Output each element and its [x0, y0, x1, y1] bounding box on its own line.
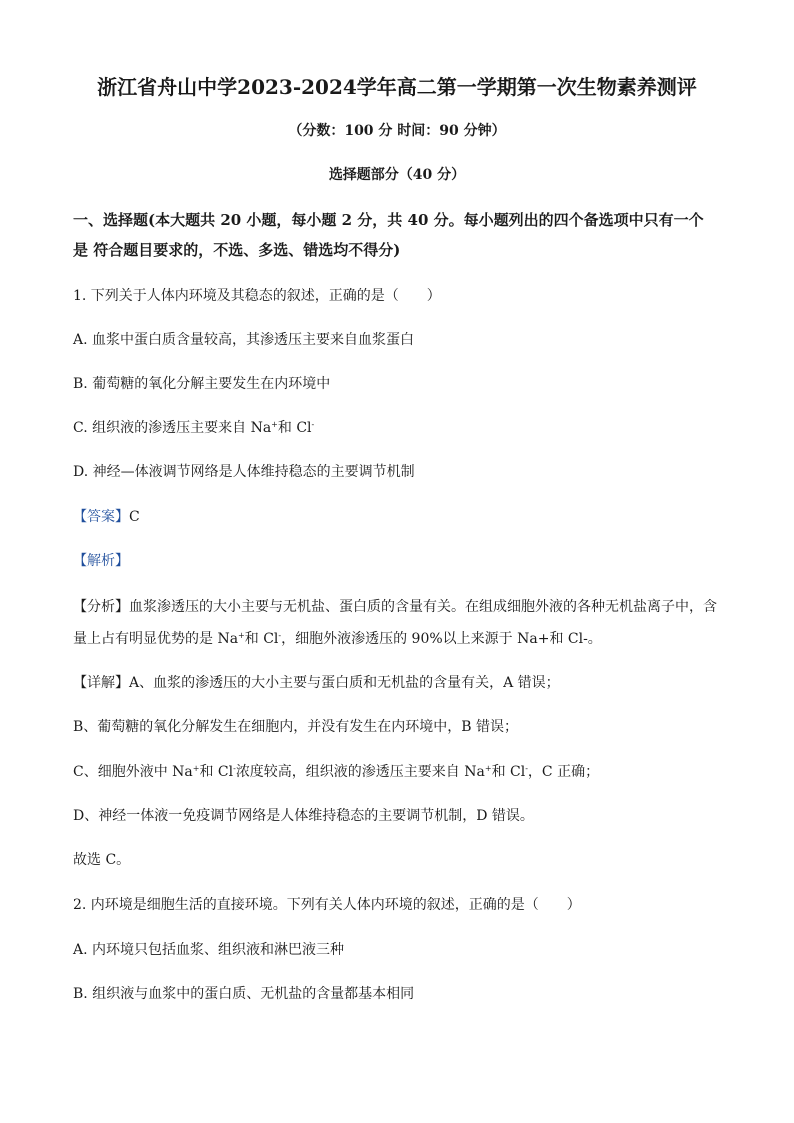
analysis-line2: 量上占有明显优势的是 Na+和 Cl-，细胞外液渗透压的 90%以上来源于 Na+和 Cl-。	[73, 631, 602, 647]
answer-tag: 【答案】	[73, 509, 129, 525]
question-1-stem: 1. 下列关于人体内环境及其稳态的叙述，正确的是（ ）	[73, 288, 441, 304]
answer-line	[73, 507, 140, 527]
detail-line-d: D、神经一体液一免疫调节网络是人体维持稳态的主要调节机制，D 错误。	[73, 808, 534, 824]
analysis-line1: 【分析】血浆渗透压的大小主要与无机盐、蛋白质的含量有关。在组成细胞外液的各种无机盐离子中，含	[73, 599, 717, 615]
conclusion: 故选 C。	[73, 852, 131, 868]
question-1-option-d: D. 神经—体液调节网络是人体维持稳态的主要调节机制	[73, 464, 415, 480]
section-heading-line1: 一、选择题(本大题共 20 小题，每小题 2 分，共 40 分。每小题列出的四个备选项中只有一个	[73, 211, 704, 229]
exam-meta: （分数：100 分 时间：90 分钟）	[288, 123, 506, 139]
detail-line-c: C、细胞外液中 Na+和 Cl-浓度较高，组织液的渗透压主要来自 Na+和 Cl-，C 正确；	[73, 764, 600, 780]
question-1-option-b: B. 葡萄糖的氧化分解主要发生在内环境中	[73, 376, 331, 392]
detail-line-a: 【详解】A、血浆的渗透压的大小主要与蛋白质和无机盐的含量有关，A 错误；	[73, 675, 560, 691]
detail-line-b: B、葡萄糖的氧化分解发生在细胞内，并没有发生在内环境中，B 错误；	[73, 719, 519, 735]
question-2-stem: 2. 内环境是细胞生活的直接环境。下列有关人体内环境的叙述，正确的是（ ）	[73, 897, 581, 913]
analysis-tag: 【解析】	[73, 553, 129, 569]
part-heading: 选择题部分（40 分）	[328, 167, 466, 183]
question-2-option-a: A. 内环境只包括血浆、组织液和淋巴液三种	[73, 942, 345, 958]
answer-value: C	[129, 509, 140, 525]
question-1-option-a: A. 血浆中蛋白质含量较高，其渗透压主要来自血浆蛋白	[73, 332, 415, 348]
section-heading-line2: 是 符合题目要求的，不选、多选、错选均不得分)	[73, 241, 401, 259]
question-1-option-c: C. 组织液的渗透压主要来自 Na+和 Cl-	[73, 420, 315, 436]
question-2-option-b: B. 组织液与血浆中的蛋白质、无机盐的含量都基本相同	[73, 986, 415, 1002]
page-title: 浙江省舟山中学2023-2024学年高二第一学期第一次生物素养测评	[97, 75, 697, 99]
